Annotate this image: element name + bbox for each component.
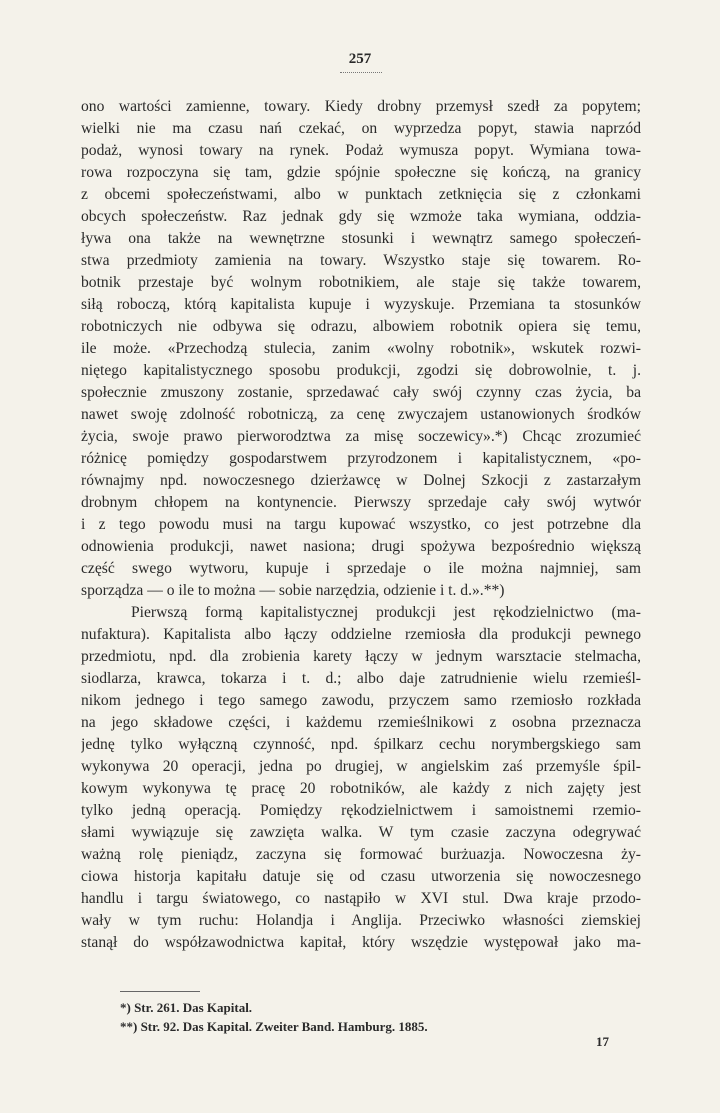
text-line: na jego składowe części, i każdemu rzemieślnikowi z osobna przeznacza [81,714,641,731]
text-line: nufaktura). Kapitalista albo łączy oddzielne rzemiosła dla produkcji pewnego [81,626,641,643]
text-line: rowa rozpoczyna się tam, gdzie spójnie społeczne się kończą, na granicy [81,164,641,181]
text-line: wykonywa 20 operacji, jedna po drugiej, w angielskim zaś przemyśle śpil- [81,758,641,775]
text-line: nawet swoję zdolność robotniczą, za cenę zwyczajem ustanowionych środków [81,406,641,423]
page-number-rule [340,72,382,73]
text-line: niętego kapitalistycznego sposobu produkcji, zgodzi się dobrowolnie, t. j. [81,362,641,379]
text-line: obcych społeczeństw. Raz jednak gdy się wzmoże taka wymiana, oddzia- [81,208,641,225]
text-line: słami wywiązuje się zawzięta walka. W tym czasie zaczyna odegrywać [81,824,641,841]
body-text [81,96,641,954]
signature-mark: 17 [596,1034,609,1049]
text-line: jednę tylko wyłączną czynność, npd. śpilkarz cechu norymbergskiego sam [81,736,641,753]
page-number: 257 [348,51,372,67]
text-line: wielki nie ma czasu nań czekać, on wyprzedza popyt, stawia naprzód [81,120,641,137]
text-line: społecznie zmuszony zostanie, sprzedawać cały swój czynny czas życia, ba [81,384,641,401]
text-line: Pierwszą formą kapitalistycznej produkcji jest rękodzielnictwo (ma- [131,604,641,621]
text-line: podaż, wynosi towary na rynek. Podaż wymusza popyt. Wymiana towa- [81,142,641,159]
text-line: kowym wykonywa tę pracę 20 robotników, ale każdy z nich zajęty jest [81,780,641,797]
text-line: ciowa historja kapitału datuje się od czasu utworzenia się nowoczesnego [81,868,641,885]
text-line: drobnym chłopem na kontynencie. Pierwszy sprzedaje cały swój wytwór [81,494,641,511]
text-line: równajmy npd. nowoczesnego dzierżawcę w Dolnej Szkocji z zastarzałym [81,472,641,489]
text-line: ile może. «Przechodzą stulecia, zanim «wolny robotnik», wskutek rozwi- [81,340,641,357]
text-line: ono wartości zamienne, towary. Kiedy drobny przemysł szedł za popytem; [81,98,641,115]
text-line: odnowienia produkcji, nawet nasiona; drugi spożywa bezpośrednio większą [81,538,641,555]
text-line: życia, swoje prawo pierworodztwa za misę soczewicy».*) Chcąc zrozumieć [81,428,641,445]
footnote-rule [120,991,200,992]
text-line: handlu i targu światowego, co nastąpiło w XVI stul. Dwa kraje przodo- [81,890,641,907]
footnote-2: **) Str. 92. Das Kapital. Zweiter Band. Hamburg. 1885. [120,1019,428,1034]
text-line: różnicę pomiędzy gospodarstwem przyrodzonem i kapitalistycznem, «po- [81,450,641,467]
text-line: część swego wytworu, kupuje i sprzedaje o ile można najmniej, sam [81,560,641,577]
text-line: sporządza — o ile to można — sobie narzędzia, odzienie i t. d.».**) [81,582,505,599]
text-line: ważną rolę pieniądz, zaczyna się formować burżuazja. Nowoczesna ży- [81,846,641,863]
footnote-1: *) Str. 261. Das Kapital. [120,1000,253,1015]
text-line: stanął do współzawodnictwa kapitał, który wszędzie występował jako ma- [81,934,641,951]
text-line: wały w tym ruchu: Holandja i Anglija. Przeciwko własności ziemskiej [81,912,641,929]
text-line: tylko jedną operacją. Pomiędzy rękodzielnictwem i samoistnemi rzemio- [81,802,641,819]
text-line: przedmiotu, npd. dla zrobienia karety łączy w jednym warsztacie stelmacha, [81,648,641,665]
text-line: robotniczych nie odbywa się odrazu, albowiem robotnik opiera się temu, [81,318,641,335]
text-line: siłą roboczą, którą kapitalista kupuje i wyzyskuje. Przemiana ta stosunków [81,296,641,313]
footnotes [120,998,560,1036]
text-line: stwa przedmioty zamienia na towary. Wszystko staje się towarem. Ro- [81,252,641,269]
text-line: z obcemi społeczeństwami, albo w punktach zetknięcia się z członkami [81,186,641,203]
paragraph-2 [81,602,641,954]
text-line: nikom jednego i tego samego zawodu, przyczem samo rzemiosło rozkłada [81,692,641,709]
text-line: botnik przestaje być wolnym robotnikiem, ale staje się także towarem, [81,274,641,291]
paragraph-1 [81,96,641,602]
text-line: ływa ona także na wewnętrzne stosunki i wewnątrz samego społeczeń- [81,230,641,247]
text-line: siodlarza, krawca, tokarza i t. d.; albo daje zatrudnienie wielu rzemieśl- [81,670,641,687]
text-line: i z tego powodu musi na targu kupować wszystko, co jest potrzebne dla [81,516,641,533]
